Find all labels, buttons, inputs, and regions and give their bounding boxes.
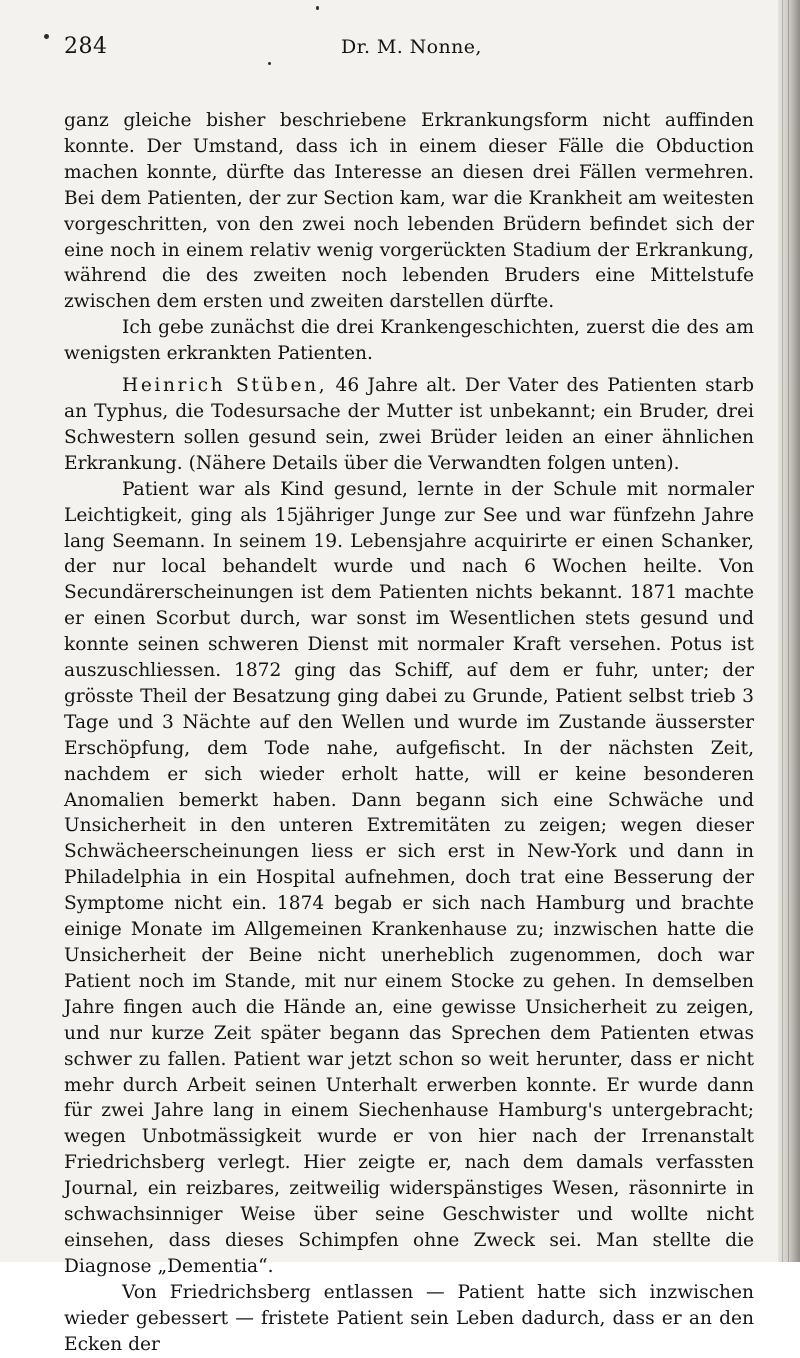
page-number: 284 xyxy=(64,34,108,59)
ink-speck xyxy=(44,34,49,39)
running-title: Dr. M. Nonne, xyxy=(341,36,482,58)
paragraph: Ich gebe zunächst die drei Krankengeschichten, zuerst die des am wenigsten erkrankten Patienten. xyxy=(64,317,754,365)
patient-name: Heinrich Stüben, xyxy=(122,375,328,397)
paragraph xyxy=(64,373,754,477)
paragraph: Von Friedrichsberg entlassen — Patient hatte sich inzwischen wieder gebessert — fristete Patient sein Leben dadurch, dass er an den Ecken der xyxy=(64,1281,754,1355)
paragraph: Patient war als Kind gesund, lernte in der Schule mit normaler Leichtigkeit, ging als 15jähriger Junge zur See und war fünfzehn Jahre lang Seemann. In seinem 19. Lebensjahre acquirirte er einen Schanker, der nur local behandelt wurde und nach 6 Wochen heilte. Von Secundärerscheinungen ist dem Patienten nichts bekannt. 1871 machte er einen Scorbut durch, war sonst im Wesentlichen stets gesund und konnte seinen schweren Dienst mit normaler Kraft versehen. Potus ist auszuschliessen. 1872 ging das Schiff, auf dem er fuhr, unter; der grösste Theil der Besatzung ging dabei zu Grunde, Patient selbst trieb 3 Tage und 3 Nächte auf den Wellen und wurde im Zustande äusserster Erschöpfung, dem Tode nahe, aufgefischt. In der nächsten Zeit, nachdem er sich wieder erholt hatte, will er keine besonderen Anomalien bemerkt haben. Dann begann sich eine Schwäche und Unsicherheit in den unteren Extremitäten zu zeigen; wegen dieser Schwächeerscheinungen liess er sich erst in New-York und dann in Philadelphia in ein Hospital aufnehmen, doch trat eine Besserung der Symptome nicht ein. 1874 begab er sich nach Hamburg und brachte einige Monate im Allgemeinen Krankenhause zu; inzwischen hatte die Unsicherheit der Beine nicht unerheblich zugenommen, doch war Patient noch im Stande, mit nur einem Stocke zu gehen. In demselben Jahre fingen auch die Hände an, eine gewisse Unsicherheit zu zeigen, und nur kurze Zeit später begann das Sprechen dem Patienten etwas schwer zu fallen. Patient war jetzt schon so weit herunter, dass er nicht mehr durch Arbeit seinen Unterhalt erwerben konnte. Er wurde dann für zwei Jahre lang in einem Siechenhause Hamburg's untergebracht; wegen Unbotmässigkeit wurde er von hier nach der Irrenanstalt Friedrichsberg verlegt. Hier zeigte er, nach dem damals verfassten Journal, ein reizbares, zeitweilig widerspänstiges Wesen, räsonnirte in schwachsinniger Weise über seine Geschwister und wollte nicht einsehen, dass dieses Schimpfen ohne Zweck sei. Man stellte die Diagnose „Dementia“. xyxy=(64,478,754,1277)
ink-speck xyxy=(316,6,319,10)
paragraph-text: 46 Jahre alt. Der Vater des Patienten starb an Typhus, die Todesursache der Mutter ist unbekannt; ein Bruder, drei Schwestern sollen gesund sein, zwei Brüder leiden an einer ähnlichen Erkrankung. (Nähere Details über die Verwandten folgen unten). xyxy=(64,375,755,474)
running-head xyxy=(64,34,752,68)
body-text xyxy=(64,108,754,1358)
page-edge-shadow xyxy=(778,0,800,1262)
paragraph: ganz gleiche bisher beschriebene Erkrankungsform nicht auffinden konnte. Der Umstand, dass ich in einem dieser Fälle die Obduction machen konnte, dürfte das Interesse an diesen drei Fällen vermehren. Bei dem Patienten, der zur Section kam, war die Krankheit am weitesten vorgeschritten, von den zwei noch lebenden Brüdern befindet sich der eine noch in einem relativ wenig vorgerückten Stadium der Erkrankung, während die des zweiten noch lebenden Bruders eine Mittelstufe zwischen dem ersten und zweiten darstellen dürfte. xyxy=(64,110,754,313)
